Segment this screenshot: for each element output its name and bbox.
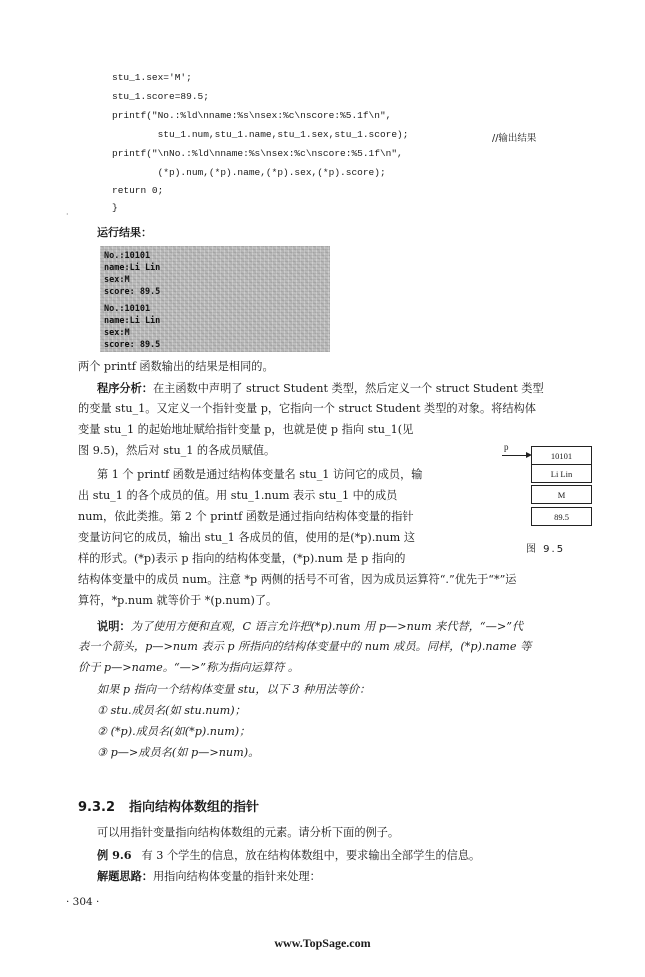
terminal-output: [100, 246, 330, 352]
equiv-item-1: ① stu.成员名(如 stu.num)；: [97, 704, 246, 717]
code-line-6: (*p).num,(*p).name,(*p).sex,(*p).score);: [112, 167, 386, 178]
idea-line: [97, 869, 321, 884]
example-line: [97, 848, 480, 863]
terminal-line: score: 89.5: [104, 287, 161, 297]
footer-url: www.TopSage.com: [274, 936, 371, 950]
run-result-heading: 运行结果：: [97, 226, 152, 239]
section-intro: 可以用指针变量指向结构体数组的元素。请分析下面的例子。: [97, 826, 400, 839]
equiv-intro: 如果 p 指向一个结构体变量 stu，以下 3 种用法等价：: [97, 683, 371, 696]
idea-label: 解题思路：: [97, 869, 153, 883]
terminal-line: score: 89.5: [104, 340, 161, 350]
code-line-7: return 0;: [112, 185, 164, 196]
terminal-line: sex:M: [104, 275, 130, 285]
terminal-line: No.:10101: [104, 251, 151, 261]
example-text: 有 3 个学生的信息，放在结构体数组中，要求输出全部学生的信息。: [141, 849, 481, 862]
first-printf-line-1: 第 1 个 printf 函数是通过结构体变量名 stu_1 访问它的成员，输: [97, 468, 423, 481]
first-printf-line-3: num，依此类推。第 2 个 printf 函数是通过指向结构体变量的指针: [78, 510, 414, 523]
terminal-line: name:Li Lin: [104, 316, 161, 326]
code-line-5: printf("\nNo.:%ld\nname:%s\nsex:%c\nscore:%5.1f\n",: [112, 148, 403, 159]
margin-mark: ·: [66, 210, 69, 219]
pointer-arrow: [502, 455, 529, 456]
first-printf-line-5: 样的形式。(*p)表示 p 指向的结构体变量，(*p).num 是 p 指向的: [78, 552, 406, 565]
code-line-4: stu_1.num,stu_1.name,stu_1.sex,stu_1.score);: [112, 129, 409, 140]
page-number: · 304 ·: [66, 896, 100, 908]
code-line-2: stu_1.score=89.5;: [112, 91, 209, 102]
analysis-line-4: 图 9.5)，然后对 stu_1 的各成员赋值。: [78, 444, 276, 457]
first-printf-line-7: 算符，*p.num 就等价于 *(p.num)了。: [78, 594, 278, 607]
section-heading: [78, 796, 259, 815]
terminal-line: sex:M: [104, 328, 130, 338]
analysis-text: 在主函数中声明了 struct Student 类型，然后定义一个 struct Student 类型: [152, 382, 544, 395]
analysis-line-3: 变量 stu_1 的起始地址赋给指针变量 p，也就是使 p 指向 stu_1(见: [78, 423, 414, 436]
pointer-label: p: [504, 442, 509, 452]
note-text: 为了使用方便和直观，C 语言允许把(*p).num 用 p—>num 来代替，“—>”代: [130, 620, 524, 633]
terminal-line: No.:10101: [104, 304, 151, 314]
idea-text: 用指向结构体变量的指针来处理：: [152, 870, 321, 883]
note-line-1: [97, 619, 523, 634]
first-printf-line-2: 出 stu_1 的各个成员的值。用 stu_1.num 表示 stu_1 中的成员: [78, 489, 398, 502]
figure-caption: 图 9.5: [526, 544, 566, 555]
paragraph-same-result: 两个 printf 函数输出的结果是相同的。: [78, 360, 274, 373]
equiv-item-3: ③ p—>成员名(如 p—>num)。: [97, 746, 260, 759]
struct-field-num: 10101: [531, 446, 592, 465]
code-line-1: stu_1.sex='M';: [112, 72, 192, 83]
note-line-2: 表一个箭头，p—>num 表示 p 所指向的结构体变量中的 num 成员。同样，(*p).name 等: [78, 640, 532, 653]
section-title: 指向结构体数组的指针: [129, 800, 260, 815]
struct-field-sex: M: [531, 485, 592, 504]
code-line-8: }: [112, 202, 118, 213]
analysis-line-1: [97, 381, 544, 396]
code-comment: //输出结果: [492, 133, 537, 144]
code-line-3: printf("No.:%ld\nname:%s\nsex:%c\nscore:%5.1f\n",: [112, 110, 392, 121]
note-label: 说明：: [97, 619, 131, 633]
struct-field-score: 89.5: [531, 507, 592, 526]
first-printf-line-6: 结构体变量中的成员 num。注意 *p 两侧的括号不可省，因为成员运算符“.”优先于“*”运: [78, 573, 517, 586]
section-number: 9.3.2: [78, 800, 116, 815]
note-line-3: 价于 p—>name。“—>”称为指向运算符 。: [78, 661, 300, 674]
example-label: 例 9.6: [97, 848, 132, 862]
equiv-item-2: ② (*p).成员名(如(*p).num)；: [97, 725, 251, 738]
struct-field-name: Li Lin: [531, 464, 592, 483]
analysis-line-2: 的变量 stu_1。又定义一个指针变量 p，它指向一个 struct Student 类型的对象。将结构体: [78, 402, 536, 415]
analysis-label: 程序分析：: [97, 381, 153, 395]
first-printf-line-4: 变量访问它的成员，输出 stu_1 各成员的值，使用的是(*p).num 这: [78, 531, 416, 544]
terminal-line: name:Li Lin: [104, 263, 161, 273]
